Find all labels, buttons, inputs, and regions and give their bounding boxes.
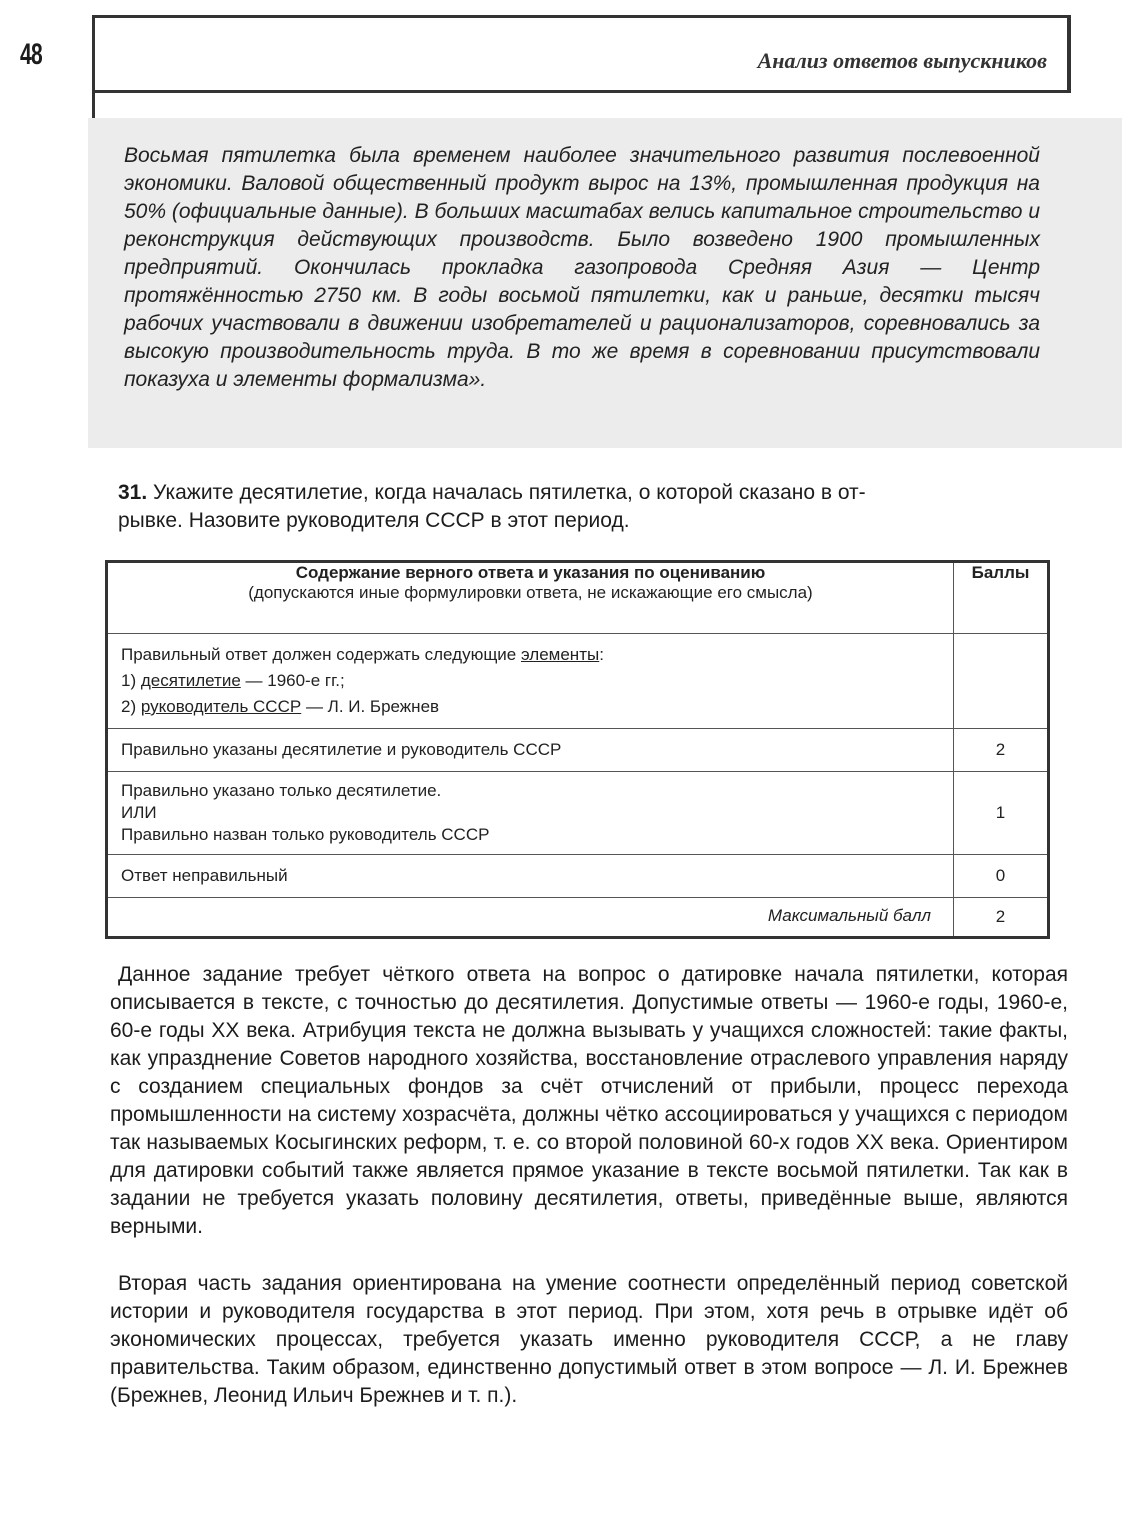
task-line-2: рывке. Назовите руководителя СССР в этот период. — [118, 509, 630, 532]
task-number: 31. — [118, 481, 148, 504]
header-score-cell: Баллы — [954, 562, 1049, 634]
score-value: 2 — [954, 729, 1049, 772]
header-bold-text: Содержание верного ответа и указания по оцениванию — [295, 563, 766, 582]
task-line-1: Укажите десятилетие, когда началась пятилетка, о которой сказано в от- — [153, 481, 866, 504]
score-value: 1 — [954, 772, 1049, 855]
score-value: 0 — [954, 855, 1049, 898]
header-divider — [92, 93, 95, 120]
criterion-text: Ответ неправильный — [121, 866, 288, 885]
commentary-paragraph-2: Вторая часть задания ориентирована на умение соотнести определённый период советской истории и руководителя государства в этот период. При этом, хотя речь в отрывке идёт об экономических процессах, требуется указать именно руководителя СССР, а не главу правительства. Таким образом, единственно допустимый ответ в этом вопросе — Л. И. Брежнев (Брежнев, Леонид Ильич Брежнев и т. п.). — [110, 1272, 1068, 1407]
table-row — [107, 634, 1049, 729]
header-note-text: (допускаются иные формулировки ответа, не искажающие его смысла) — [248, 583, 813, 602]
commentary-paragraph-1: Данное задание требует чёткого ответа на вопрос о датировке начала пятилетки, которая описывается в тексте, с точностью до десятилетия. Допустимые ответы — 1960-е годы, 1960-е, 60-е годы XX века. Атрибуция текста не должна вызывать у учащихся сложностей: такие факты, как упразднение Советов народного хозяйства, восстановление отраслевого управления наряду с созданием специальных фондов за счёт отчислений от прибыли, процесс перехода промышленности на систему хозрасчёта, должны чётко ассоциироваться у учащихся с периодом так называемых Косыгинских реформ, т. е. со второй половиной 60-х годов XX века. Ориентиром для датировки событий также является прямое указание в тексте восьмой пятилетки. Так как в задании не требуется указать половину десятилетия, ответы, приведённые выше, являются верными. — [110, 963, 1068, 1238]
table-row — [107, 898, 1049, 938]
max-score-value: 2 — [954, 898, 1049, 938]
criterion-text: Правильно указаны десятилетие и руководитель СССР — [121, 740, 562, 759]
table-header-row — [107, 562, 1049, 634]
header-content-cell — [107, 562, 954, 634]
quote-text: Восьмая пятилетка была временем наиболее значительного развития послевоенной экономики. Валовой общественный продукт вырос на 13%, промышленная продукция на 50% (официальные данные). В больших масштабах велись капитальное строительство и реконструкция действующих производств. Было возведено 1900 промышленных предприятий. Окончилась прокладка газопровода Средняя Азия — Центр протяжённостью 2750 км. В годы восьмой пятилетки, как и раньше, десятки тысяч рабочих участвовали в движении изобретателей и рационализаторов, соревновались за высокую производительность труда. В то же время в соревновании присутствовали показуха и элементы формализма». — [124, 144, 1040, 391]
page-number: 48 — [20, 38, 42, 71]
table-row — [107, 729, 1049, 772]
table-row — [107, 855, 1049, 898]
task-question — [118, 479, 1070, 507]
header-title: Анализ ответов выпускников — [757, 48, 1047, 73]
max-score-label: Максимальный балл — [107, 898, 954, 938]
answer-elements: Правильный ответ должен содержать следующие элементы: 1) десятилетие — 1960-е гг.; 2) руководитель СССР — Л. И. Брежнев — [121, 645, 604, 716]
running-header — [92, 15, 1071, 93]
grading-table — [105, 560, 1050, 939]
table-row — [107, 772, 1049, 855]
criterion-text: Правильно указано только десятилетие. ИЛИ Правильно назван только руководитель СССР — [121, 781, 490, 844]
